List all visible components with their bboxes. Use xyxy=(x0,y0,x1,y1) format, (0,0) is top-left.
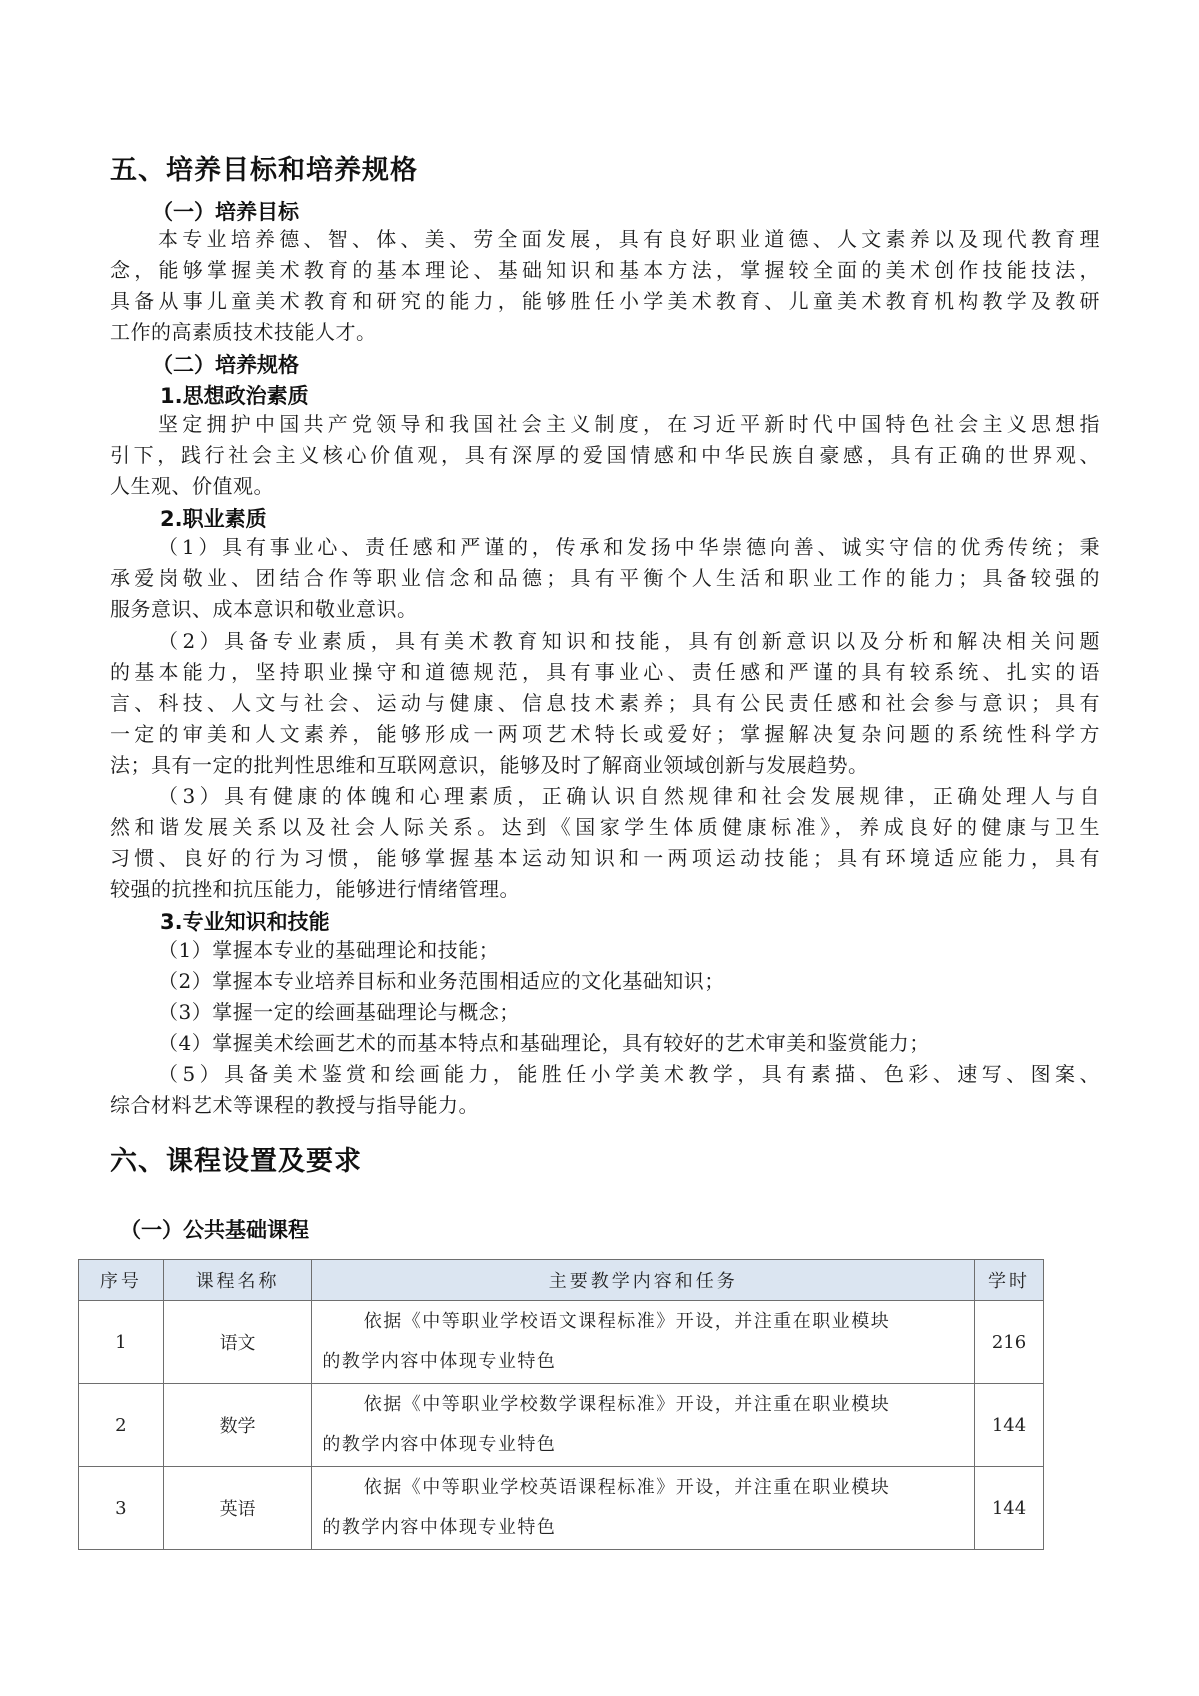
training-spec-heading: （二）培养规格 xyxy=(152,353,299,377)
paragraph-line: 工作的高素质技术技能人才。 xyxy=(110,320,377,344)
training-goal-heading: （一）培养目标 xyxy=(152,200,299,224)
paragraph-line: 较强的抗挫和抗压能力，能够进行情绪管理。 xyxy=(110,877,520,901)
public-courses-heading: （一）公共基础课程 xyxy=(120,1218,309,1242)
paragraph-line: 人生观、价值观。 xyxy=(110,474,274,498)
paragraph-line: 坚定拥护中国共产党领导和我国社会主义制度，在习近平新时代中国特色社会主义思想指 xyxy=(158,412,1100,436)
list-item: （4）掌握美术绘画艺术的而基本特点和基础理论，具有较好的艺术审美和鉴赏能力； xyxy=(158,1031,930,1055)
list-item: （5）具备美术鉴赏和绘画能力，能胜任小学美术教学，具有素描、色彩、速写、图案、 xyxy=(158,1062,1100,1086)
column-header-no: 序号 xyxy=(79,1260,164,1301)
cell-no: 2 xyxy=(79,1384,164,1467)
cell-course-name: 英语 xyxy=(163,1467,312,1550)
table-row xyxy=(79,1301,1044,1384)
cell-content xyxy=(312,1301,975,1384)
cell-content-line: 依据《中等职业学校英语课程标准》开设，并注重在职业模块 xyxy=(363,1477,891,1498)
table-header-row xyxy=(79,1260,1044,1301)
paragraph-line: （2）具备专业素质，具有美术教育知识和技能，具有创新意识以及分析和解决相关问题 xyxy=(158,629,1100,653)
paragraph-line: 服务意识、成本意识和敬业意识。 xyxy=(110,597,418,621)
paragraph-line: 言、科技、人文与社会、运动与健康、信息技术素养；具有公民责任感和社会参与意识；具有 xyxy=(110,691,1100,715)
table-row xyxy=(79,1467,1044,1550)
column-header-hours: 学时 xyxy=(975,1260,1044,1301)
cell-no: 1 xyxy=(79,1301,164,1384)
cell-course-name: 语文 xyxy=(163,1301,312,1384)
cell-content-line: 依据《中等职业学校数学课程标准》开设，并注重在职业模块 xyxy=(363,1394,891,1415)
column-header-course-name: 课程名称 xyxy=(163,1260,312,1301)
paragraph-line: 法；具有一定的批判性思维和互联网意识，能够及时了解商业领域创新与发展趋势。 xyxy=(110,753,869,777)
paragraph-line: 的基本能力，坚持职业操守和道德规范，具有事业心、责任感和严谨的具有较系统、扎实的语 xyxy=(110,660,1100,684)
list-item-continuation: 综合材料艺术等课程的教授与指导能力。 xyxy=(110,1093,479,1117)
paragraph-line: 习惯、良好的行为习惯，能够掌握基本运动知识和一两项运动技能；具有环境适应能力，具有 xyxy=(110,846,1100,870)
cell-course-name: 数学 xyxy=(163,1384,312,1467)
professional-quality-heading: 2.职业素质 xyxy=(160,507,267,531)
paragraph-line: 引下，践行社会主义核心价值观，具有深厚的爱国情感和中华民族自豪感，具有正确的世界观、 xyxy=(110,443,1100,467)
cell-content xyxy=(312,1384,975,1467)
list-item: （3）掌握一定的绘画基础理论与概念； xyxy=(158,1000,520,1024)
table-row xyxy=(79,1384,1044,1467)
paragraph-line: 承爱岗敬业、团结合作等职业信念和品德；具有平衡个人生活和职业工作的能力；具备较强的 xyxy=(110,566,1100,590)
list-item: （1）掌握本专业的基础理论和技能； xyxy=(158,938,500,962)
cell-content xyxy=(312,1467,975,1550)
cell-content-line: 的教学内容中体现专业特色 xyxy=(322,1434,557,1455)
knowledge-skills-heading: 3.专业知识和技能 xyxy=(160,910,330,934)
cell-content-line: 的教学内容中体现专业特色 xyxy=(322,1351,557,1372)
paragraph-line: 然和谐发展关系以及社会人际关系。达到《国家学生体质健康标准》，养成良好的健康与卫生 xyxy=(110,815,1100,839)
cell-hours: 216 xyxy=(975,1301,1044,1384)
paragraph-line: 本专业培养德、智、体、美、劳全面发展，具有良好职业道德、人文素养以及现代教育理 xyxy=(158,227,1100,251)
cell-no: 3 xyxy=(79,1467,164,1550)
cell-content-line: 依据《中等职业学校语文课程标准》开设，并注重在职业模块 xyxy=(363,1311,891,1332)
public-courses-table xyxy=(78,1259,1044,1550)
paragraph-line: 具备从事儿童美术教育和研究的能力，能够胜任小学美术教育、儿童美术教育机构教学及教研 xyxy=(110,289,1100,313)
cell-hours: 144 xyxy=(975,1467,1044,1550)
paragraph-line: （3）具有健康的体魄和心理素质，正确认识自然规律和社会发展规律，正确处理人与自 xyxy=(158,784,1100,808)
paragraph-line: （1）具有事业心、责任感和严谨的，传承和发扬中华崇德向善、诚实守信的优秀传统；秉 xyxy=(158,535,1100,559)
cell-hours: 144 xyxy=(975,1384,1044,1467)
political-quality-heading: 1.思想政治素质 xyxy=(160,384,309,408)
list-item: （2）掌握本专业培养目标和业务范围相适应的文化基础知识； xyxy=(158,969,725,993)
section-6-title: 六、课程设置及要求 xyxy=(110,1146,362,1177)
paragraph-line: 念，能够掌握美术教育的基本理论、基础知识和基本方法，掌握较全面的美术创作技能技法， xyxy=(110,258,1100,282)
cell-content-line: 的教学内容中体现专业特色 xyxy=(322,1517,557,1538)
paragraph-line: 一定的审美和人文素养，能够形成一两项艺术特长或爱好；掌握解决复杂问题的系统性科学方 xyxy=(110,722,1100,746)
section-5-title: 五、培养目标和培养规格 xyxy=(110,155,418,186)
column-header-content: 主要教学内容和任务 xyxy=(312,1260,975,1301)
